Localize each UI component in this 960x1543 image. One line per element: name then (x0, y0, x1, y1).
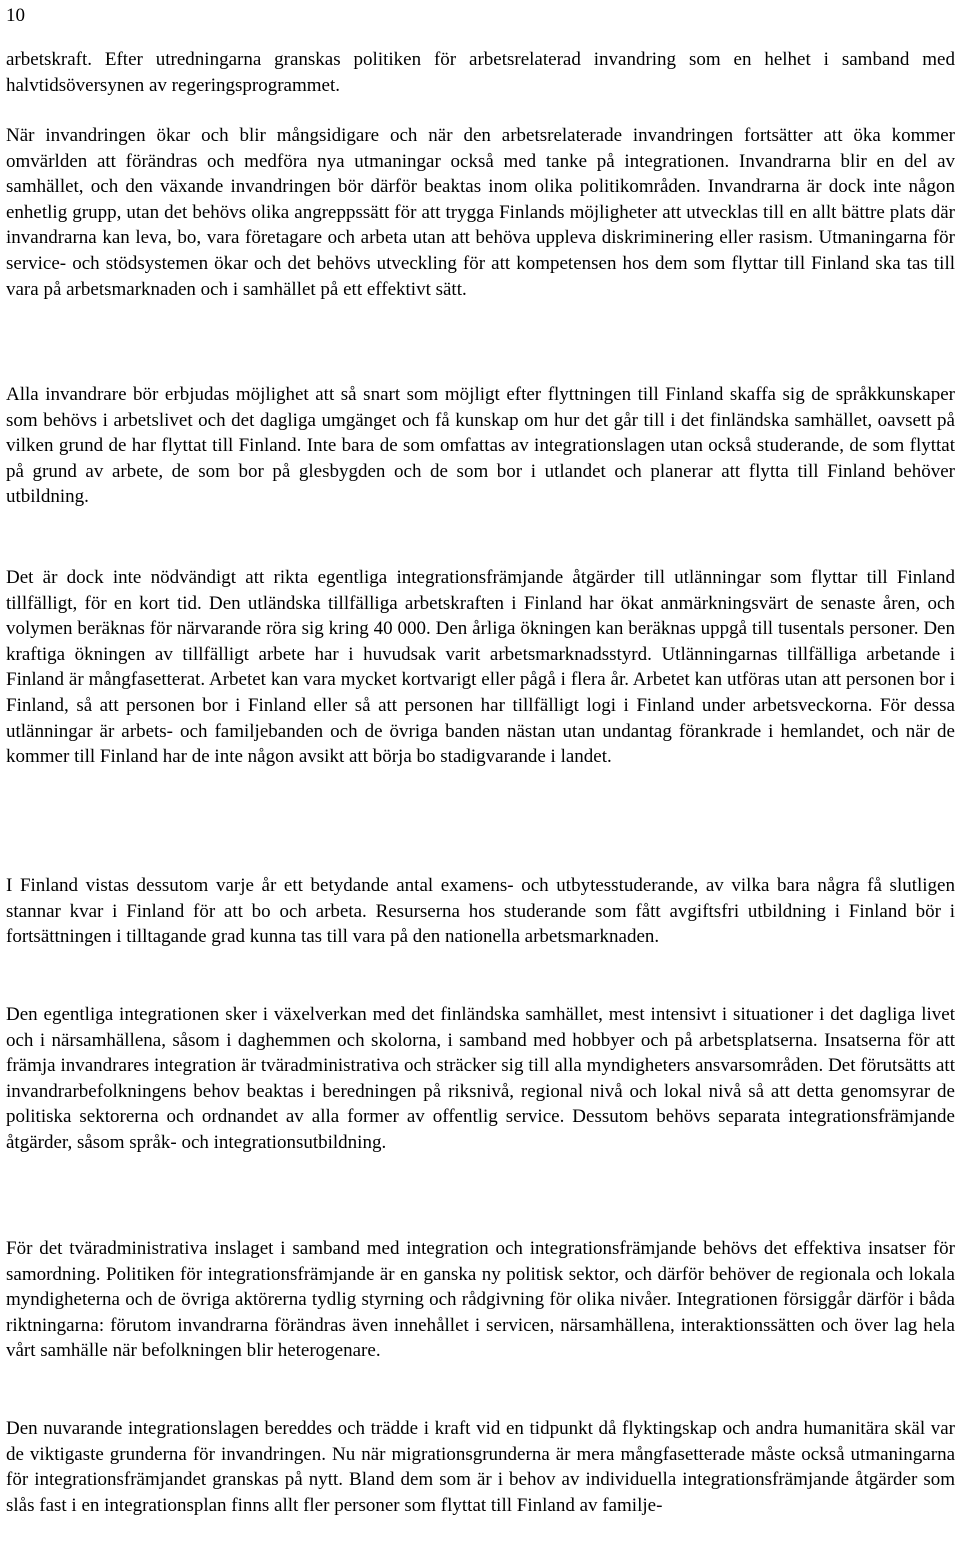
paragraph-4: Det är dock inte nödvändigt att rikta egentliga integrationsfrämjande åtgärder till utlänningar som flyttar till Finland tillfälligt, för en kort tid. Den utländska tillfälliga arbetskraften i Finland har ökat anmärkningsvärt de senaste åren, och volymen beräknas för närvarande röra sig kring 40 000. Den årliga ökningen kan beräknas uppgå till tusentals personer. Den kraftiga ökningen av tillfälligt arbete har i huvudsak varit arbetsmarknadsstyrd. Utlänningarnas tillfälliga arbetande i Finland är mångfasetterat. Arbetet kan vara mycket kortvarigt eller pågå i flera år. Arbetet kan utföras utan att personen bor i Finland, så att personen bor i Finland eller så att personen har tillfälligt logi i Finland under arbetsveckorna. För dessa utlänningar är arbets- och familjebanden och de övriga banden nästan utan undantag förankrade i hemlandet, och när de kommer till Finland har de inte någon avsikt att börja bo stadigvarande i landet. (6, 567, 955, 768)
paragraph-3: Alla invandrare bör erbjudas möjlighet att så snart som möjligt efter flyttningen till Finland skaffa sig de språkkunskaper som behövs i arbetslivet och det dagliga umgänget och få kunskap om hur det går till i det finländska samhället, oavsett på vilken grund de har flyttat till Finland. Inte bara de som omfattas av integrationslagen utan också studerande, de som flyttat på grund av arbete, de som bor på glesbygden och de som bor i utlandet och planerar att flytta till Finland behöver utbildning. (6, 384, 955, 508)
paragraph-5: I Finland vistas dessutom varje år ett betydande antal examens- och utbytesstuderande, av vilka bara några få slutligen stannar kvar i Finland för att bo och arbeta. Resurserna hos studerande som fått avgiftsfri utbildning i Finland bör i fortsättningen i tilltagande grad kunna tas till vara på den nationella arbetsmarknaden. (6, 875, 955, 948)
paragraph-2: När invandringen ökar och blir mångsidigare och när den arbetsrelaterade invandringen fortsätter att öka kommer omvärlden att förändras och medföra nya utmaningar också med tanke på integrationen. Invandrarna blir en del av samhället, och den växande invandringen bör därför beaktas inom olika politikområden. Invandrarna är dock inte någon enhetlig grupp, utan det behövs olika angreppssätt för att trygga Finlands möjligheter att utvecklas till en allt bättre plats där invandrarna kan leva, bo, vara företagare och arbeta utan att behöva uppleva diskriminering eller rasism. Utmaningarna för service- och stödsystemen ökar och det behövs utveckling för att kompetensen hos dem som flyttar till Finland ska tas till vara på arbetsmarknaden och i samhället på ett effektivt sätt. (6, 125, 955, 300)
paragraph-8: Den nuvarande integrationslagen bereddes och trädde i kraft vid en tidpunkt då flyktingskap och andra humanitära skäl var de viktigaste grunderna för invandringen. Nu när migrationsgrunderna är mera mångfasetterade måste också utmaningarna för integrationsfrämjandet granskas på nytt. Bland dem som är i behov av individuella integrationsfrämjande åtgärder som slås fast i en integrationsplan finns allt fler personer som flyttat till Finland av familje- (6, 1418, 955, 1516)
paragraph-7: För det tväradministrativa inslaget i samband med integration och integrationsfrämjande behövs det effektiva insatser för samordning. Politiken för integrationsfrämjande är en ganska ny politisk sektor, och därför behöver de regionala och lokala myndigheterna och de övriga aktörerna tydlig styrning och rådgivning för olika nivåer. Integrationen försiggår därför i båda riktningarna: förutom invandrarna förändras även innehållet i servicen, närsamhällena, interaktionssätten och över lag hela vårt samhälle när befolkningen blir heterogenare. (6, 1238, 955, 1362)
paragraph-6: Den egentliga integrationen sker i växelverkan med det finländska samhället, mest intensivt i situationer i det dagliga livet och i närsamhällena, såsom i daghemmen och skolorna, i samband med hobbyer och på arbetsplatserna. Insatserna för att främja invandrares integration är tväradministrativa och sträcker sig till alla myndigheters ansvarsområden. Det förutsätts att invandrarbefolkningens behov beaktas i beredningen på riksnivå, regional nivå och lokal nivå så att detta genomsyrar de politiska sektorerna och ordnandet av alla former av offentlig service. Dessutom behövs separata integrationsfrämjande åtgärder, såsom språk- och integrationsutbildning. (6, 1004, 955, 1153)
page-number: 10 (6, 5, 25, 26)
paragraph-1: arbetskraft. Efter utredningarna granskas politiken för arbetsrelaterad invandring som en helhet i samband med halvtidsöversynen av regeringsprogrammet. (6, 49, 955, 96)
